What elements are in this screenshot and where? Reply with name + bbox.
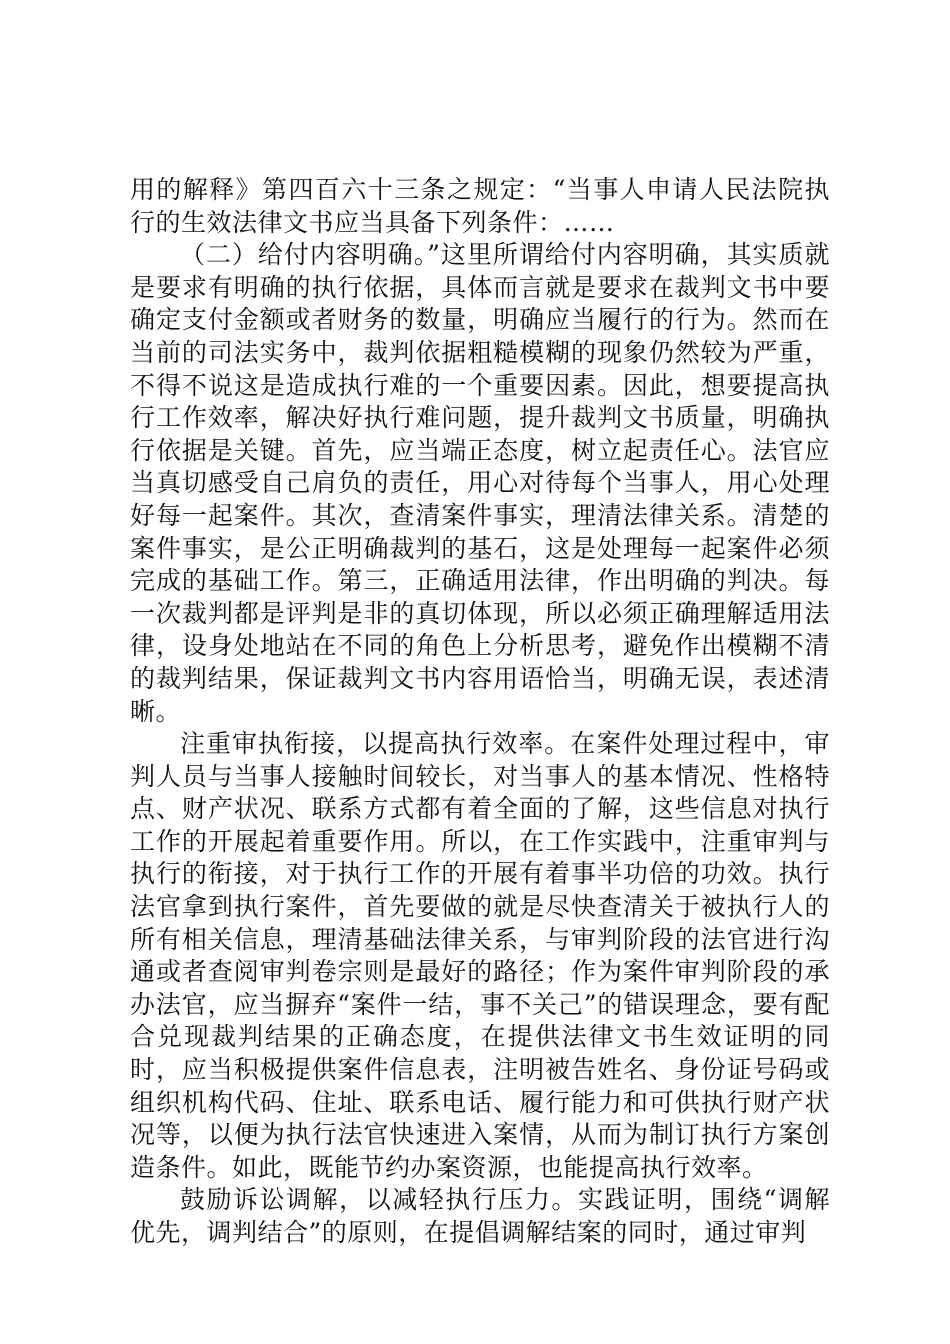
paragraph-continuation: 用的解释》第四百六十三条之规定：“当事人申请人民法院执行的生效法律文书应当具备下列条件：…… xyxy=(130,175,830,237)
paragraph-payment-content: （二）给付内容明确。”这里所谓给付内容明确，其实质就是要求有明确的执行依据，具体而言就是要求在裁判文书中要确定支付金额或者财务的数量，明确应当履行的行为。然而在当前的司法实务中，裁判依据粗糙模糊的现象仍然较为严重，不得不说这是造成执行难的一个重要因素。因此，想要提高执行工作效率，解决好执行难问题，提升裁判文书质量，明确执行依据是关键。首先，应当端正态度，树立起责任心。法官应当真切感受自己肩负的责任，用心对待每个当事人，用心处理好每一起案件。其次，查清案件事实，理清法律关系。清楚的案件事实，是公正明确裁判的基石，这是处理每一起案件必须完成的基础工作。第三，正确适用法律，作出明确的判决。每一次裁判都是评判是非的真切体现，所以必须正确理解适用法律，设身处地站在不同的角色上分析思考，避免作出模糊不清的裁判结果，保证裁判文书内容用语恰当，明确无误，表述清晰。 xyxy=(130,240,830,726)
paragraph-mediation: 鼓励诉讼调解，以减轻执行压力。实践证明，围绕“调解优先，调判结合”的原则，在提倡调解结案的同时，通过审判 xyxy=(130,1185,830,1247)
paragraph-trial-execution-link: 注重审执衔接，以提高执行效率。在案件处理过程中，审判人员与当事人接触时间较长，对当事人的基本情况、性格特点、财产状况、联系方式都有着全面的了解，这些信息对执行工作的开展起着重要作用。所以，在工作实践中，注重审判与执行的衔接，对于执行工作的开展有着事半功倍的功效。执行法官拿到执行案件，首先要做的就是尽快查清关于被执行人的所有相关信息，理清基础法律关系，与审判阶段的法官进行沟通或者查阅审判卷宗则是最好的路径；作为案件审判阶段的承办法官，应当摒弃“案件一结，事不关己”的错误理念，要有配合兑现裁判结果的正确态度，在提供法律文书生效证明的同时，应当积极提供案件信息表，注明被告姓名、身份证号码或组织机构代码、住址、联系电话、履行能力和可供执行财产状况等，以便为执行法官快速进入案情，从而为制订执行方案创造条件。如此，既能节约办案资源，也能提高执行效率。 xyxy=(130,729,830,1182)
body-text xyxy=(130,174,830,1250)
